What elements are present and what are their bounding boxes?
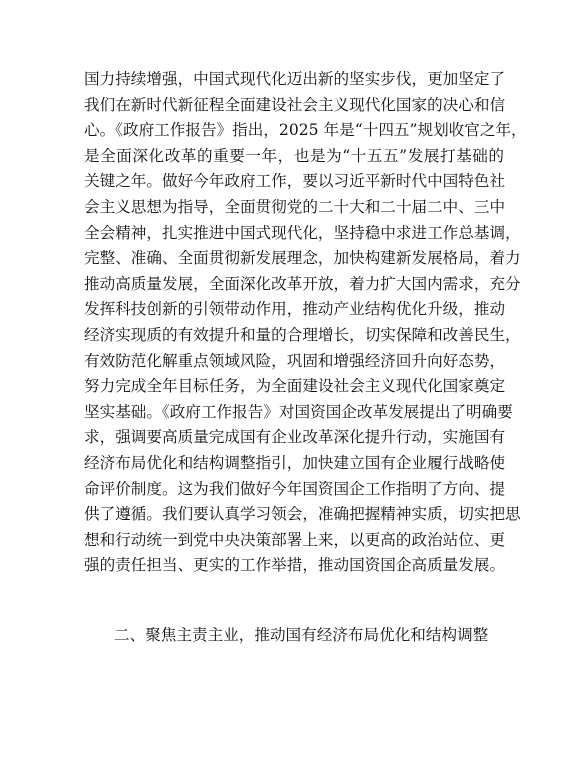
paragraph-line: 推动高质量发展，全面深化改革开放，着力扩大国内需求，充分 xyxy=(84,274,521,293)
paragraph-line: 关键之年。做好今年政府工作，要以习近平新时代中国特色社 xyxy=(84,172,506,191)
paragraph-line: 供了遵循。我们要认真学习领会，准确把握精神实质，切实把思 xyxy=(84,505,521,524)
paragraph-line: 我们在新时代新征程全面建设社会主义现代化国家的决心和信 xyxy=(84,95,506,114)
paragraph-line: 是全面深化改革的重要一年，也是为“十五五”发展打基础的 xyxy=(84,146,504,165)
paragraph-line: 全会精神，扎实推进中国式现代化，坚持稳中求进工作总基调， xyxy=(84,223,521,242)
paragraph-line: 坚实基础。《政府工作报告》对国资国企改革发展提出了明确要 xyxy=(84,402,513,421)
section-heading: 二、聚焦主责主业，推动国有经济布局优化和结构调整 xyxy=(114,626,489,644)
paragraph-line: 会主义思想为指导，全面贯彻党的二十大和二十届二中、三中 xyxy=(84,197,506,216)
body-paragraph xyxy=(84,67,527,579)
paragraph-line: 完整、准确、全面贯彻新发展理念，加快构建新发展格局，着力 xyxy=(84,249,521,268)
paragraph-line: 国力持续增强，中国式现代化迈出新的坚实步伐，更加坚定了 xyxy=(84,70,506,88)
paragraph-line: 求，强调要高质量完成国有企业改革深化提升行动，实施国有 xyxy=(84,428,506,447)
paragraph-line: 发挥科技创新的引领带动作用，推动产业结构优化升级，推动 xyxy=(84,300,506,319)
paragraph-line: 想和行动统一到党中央决策部署上来，以更高的政治站位、更 xyxy=(84,530,506,549)
paragraph-line: 强的责任担当、更实的工作举措，推动国资国企高质量发展。 xyxy=(84,556,506,575)
paragraph-line: 心。《政府工作报告》指出，2025 年是“十四五”规划收官之年， xyxy=(84,121,527,140)
paragraph-line: 有效防范化解重点领域风险，巩固和增强经济回升向好态势， xyxy=(84,351,506,370)
paragraph-line: 经济实现质的有效提升和量的合理增长，切实保障和改善民生， xyxy=(84,325,521,344)
paragraph-line: 努力完成全年目标任务，为全面建设社会主义现代化国家奠定 xyxy=(84,377,506,396)
paragraph-line: 经济布局优化和结构调整指引，加快建立国有企业履行战略使 xyxy=(84,453,506,472)
paragraph-line: 命评价制度。这为我们做好今年国资国企工作指明了方向、提 xyxy=(84,479,506,498)
